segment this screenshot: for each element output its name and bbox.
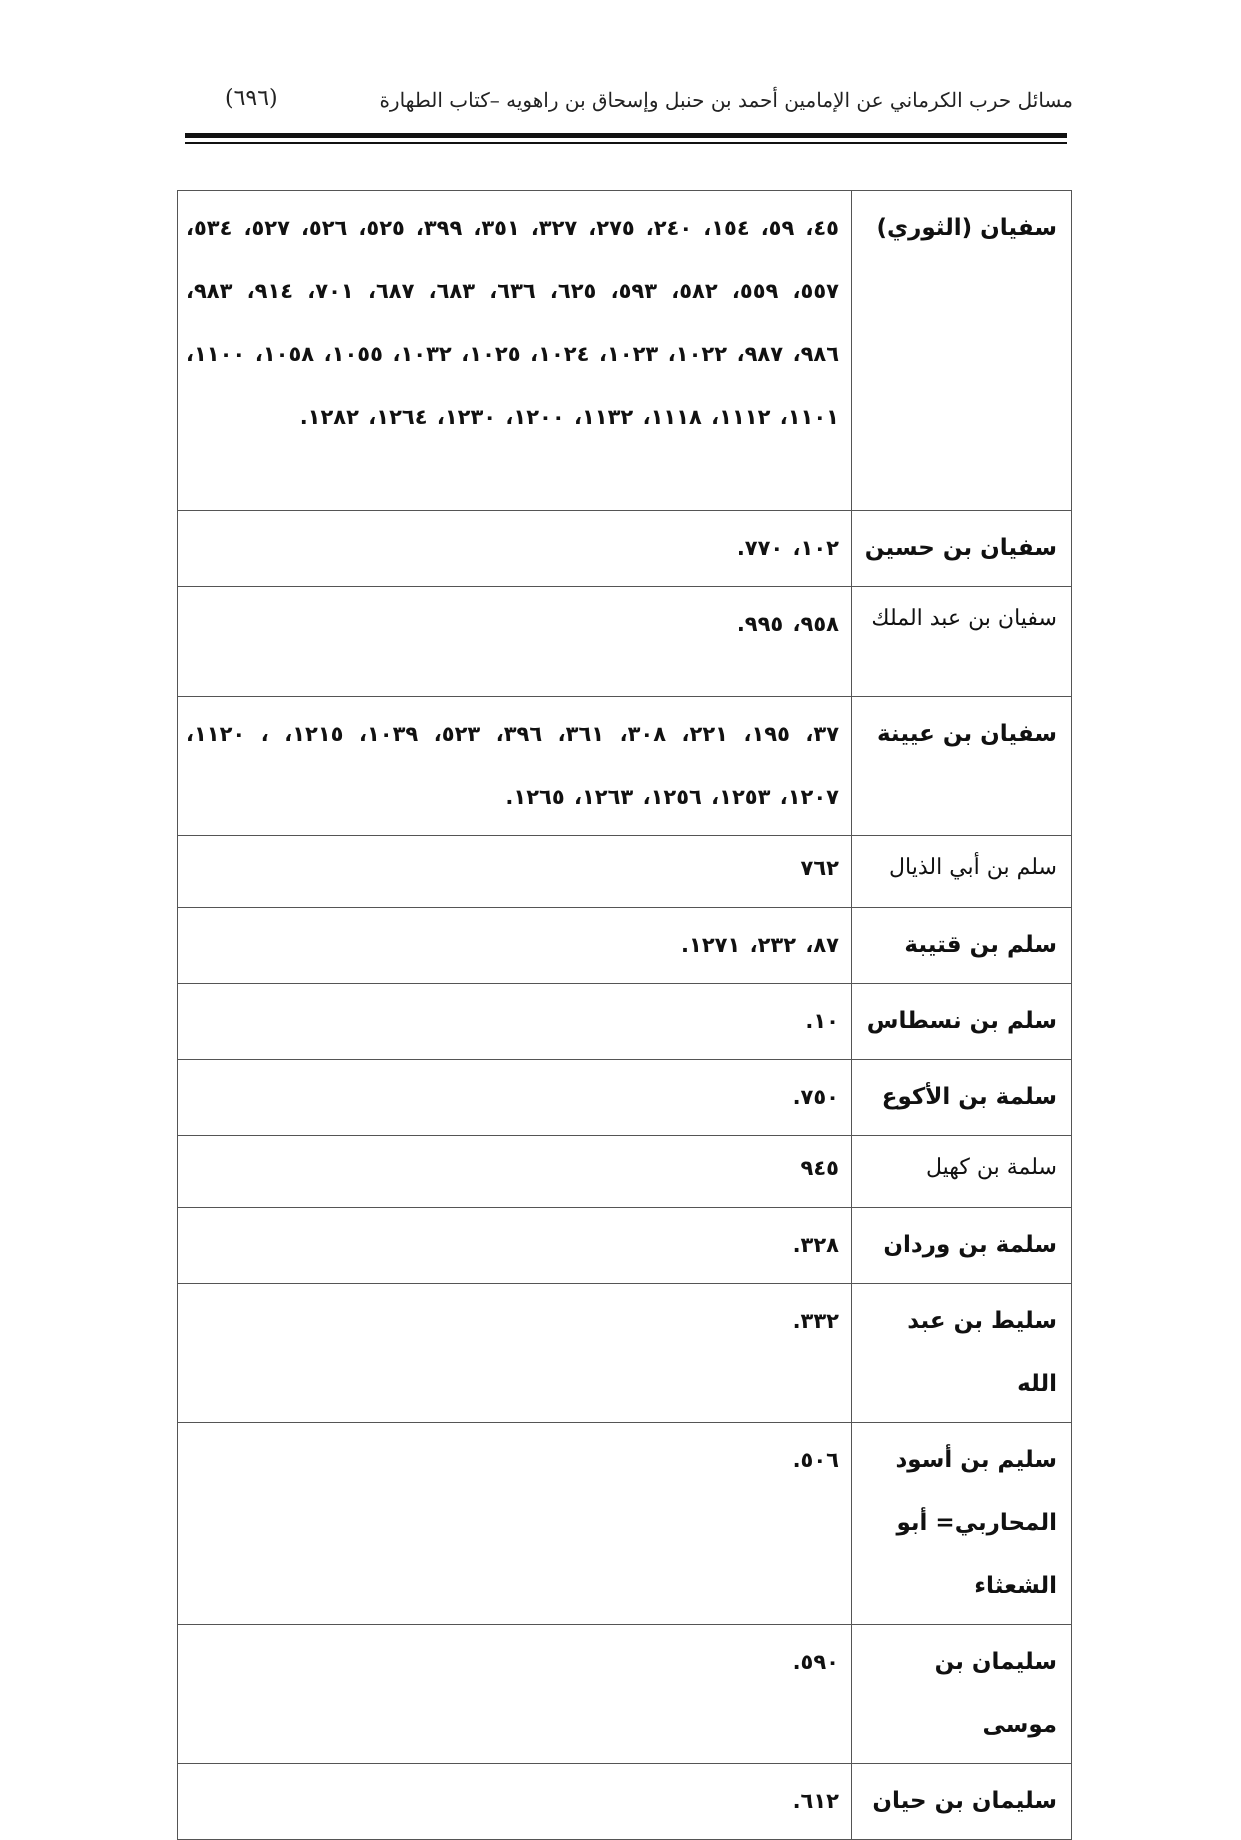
table-row [178,836,1072,908]
narrator-name: سفيان بن عيينة [852,697,1072,836]
table-row [178,1284,1072,1423]
table-row [178,511,1072,587]
page-references: ٧٥٠. [178,1060,852,1136]
narrators-index-table [177,190,1072,1840]
page-references: ٧٦٢ [178,836,852,908]
page-references: ٣٣٢. [178,1284,852,1423]
narrator-name: سلمة بن وردان [852,1208,1072,1284]
narrator-name: سلم بن نسطاس [852,984,1072,1060]
header-rule-thick [185,133,1067,138]
table-row [178,908,1072,984]
page-number: (٦٩٦) [225,86,278,111]
header-rule-thin [185,142,1067,144]
page-references: ٤٥، ٥٩، ١٥٤، ٢٤٠، ٢٧٥، ٣٢٧، ٣٥١، ٣٩٩، ٥٢٥، ٥٢٦، ٥٢٧، ٥٣٤، ٥٥٧، ٥٥٩، ٥٨٢، ٥٩٣، ٦٢٥، ٦٣٦، ٦٨٣، ٦٨٧، ٧٠١، ٩١٤، ٩٨٣، ٩٨٦، ٩٨٧، ١٠٢٢، ١٠٢٣، ١٠٢٤، ١٠٢٥، ١٠٣٢، ١٠٥٥، ١٠٥٨، ١١٠٠، ١١٠١، ١١١٢، ١١١٨، ١١٣٢، ١٢٠٠، ١٢٣٠، ١٢٦٤، ١٢٨٢. [178,191,852,511]
page-references: ٩٥٨، ٩٩٥. [178,587,852,697]
narrator-name: سلمة بن الأكوع [852,1060,1072,1136]
page-references: ٦١٢. [178,1764,852,1840]
page-references: ٩٤٥ [178,1136,852,1208]
page-references: ١٠. [178,984,852,1060]
narrator-name: سفيان (الثوري) [852,191,1072,511]
narrator-name: سلمة بن كهيل [852,1136,1072,1208]
table-row [178,1625,1072,1764]
table-row [178,1423,1072,1625]
narrator-name: سلم بن أبي الذيال [852,836,1072,908]
page-references: ٣٧، ١٩٥، ٢٢١، ٣٠٨، ٣٦١، ٣٩٦، ٥٢٣، ١٠٣٩، ١٢١٥، ، ١١٢٠، ١٢٠٧، ١٢٥٣، ١٢٥٦، ١٢٦٣، ١٢٦٥. [178,697,852,836]
book-title: مسائل حرب الكرماني عن الإمامين أحمد بن حنبل وإسحاق بن راهويه –كتاب الطهارة [379,88,1073,112]
table-row [178,587,1072,697]
narrator-name: سليط بن عبد الله [852,1284,1072,1423]
narrator-name: سليم بن أسود المحاربي= أبو الشعثاء [852,1423,1072,1625]
page-references: ٥٩٠. [178,1625,852,1764]
page-references: ٥٠٦. [178,1423,852,1625]
narrator-name: سفيان بن عبد الملك [852,587,1072,697]
page-references: ٣٢٨. [178,1208,852,1284]
narrator-name: سفيان بن حسين [852,511,1072,587]
table-row [178,984,1072,1060]
narrator-name: سليمان بن موسى [852,1625,1072,1764]
page-references: ٨٧، ٢٣٢، ١٢٧١. [178,908,852,984]
narrator-name: سليمان بن حيان [852,1764,1072,1840]
table-row [178,697,1072,836]
running-header [225,82,1073,122]
table-row [178,1136,1072,1208]
table-row [178,191,1072,511]
narrator-name: سلم بن قتيبة [852,908,1072,984]
table-row [178,1208,1072,1284]
page-references: ١٠٢، ٧٧٠. [178,511,852,587]
table-row [178,1764,1072,1840]
table-row [178,1060,1072,1136]
